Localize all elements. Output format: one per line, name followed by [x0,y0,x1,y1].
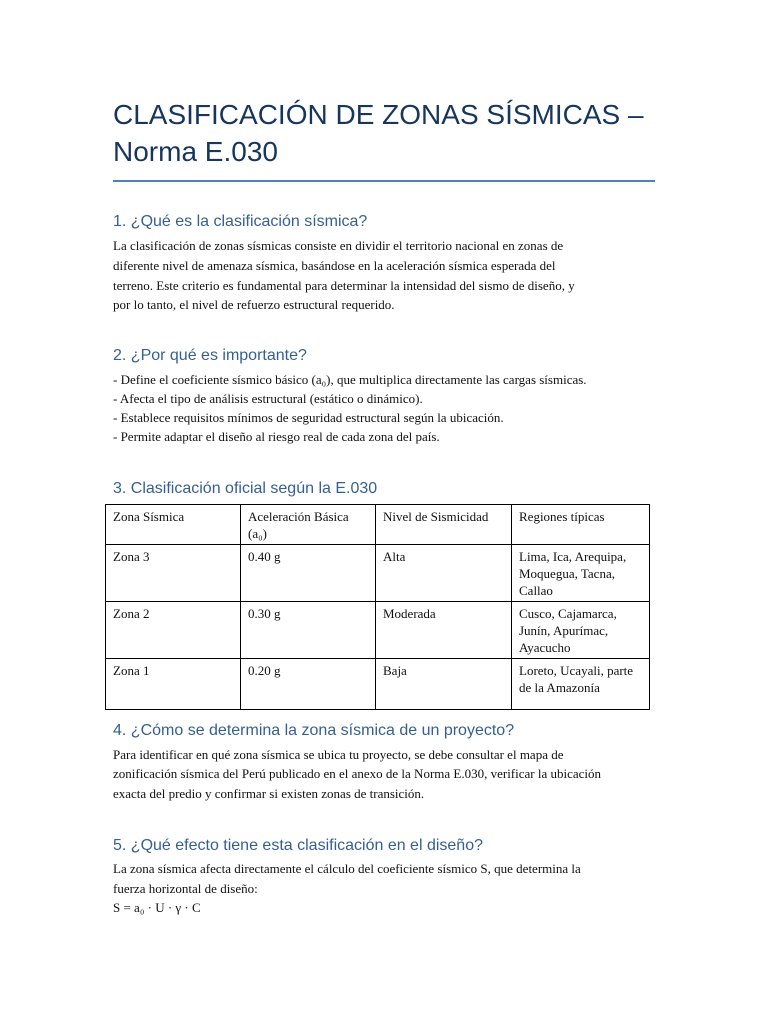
table-row [106,659,650,710]
section-1-line-2: diferente nivel de amenaza sísmica, basándose en la aceleración sísmica esperada del [113,258,556,273]
seismicity-level-cell: Alta [376,545,512,602]
seismic-coefficient-formula: S = a₀ · U · γ · C [113,900,201,915]
acceleration-cell: 0.40 g [241,545,376,602]
header-zona-sismica: Zona Sísmica [106,505,241,545]
section-2-heading: 2. ¿Por qué es importante? [113,347,307,364]
section-1-line-4: por lo tanto, el nivel de refuerzo estructural requerido. [113,297,395,312]
table-row [106,545,650,602]
regions-cell: Cusco, Cajamarca, Junín, Apurímac, Ayacucho [512,602,650,659]
bullet-riesgo: - Permite adaptar el diseño al riesgo real de cada zona del país. [113,429,440,444]
title-underline [113,180,655,182]
bullet-analisis: - Afecta el tipo de análisis estructural (estático o dinámico). [113,391,423,406]
section-5-line-2: fuerza horizontal de diseño: [113,881,258,896]
table-row [106,602,650,659]
section-5-heading: 5. ¿Qué efecto tiene esta clasificación en el diseño? [113,837,483,854]
section-4-heading: 4. ¿Cómo se determina la zona sísmica de un proyecto? [113,722,515,739]
header-regiones-tipicas: Regiones típicas [512,505,650,545]
regions-cell: Lima, Ica, Arequipa, Moquegua, Tacna, Callao [512,545,650,602]
section-4-line-2: zonificación sísmica del Perú publicado en el anexo de la Norma E.030, verificar la ubicación [113,766,602,781]
section-4-line-1: Para identificar en qué zona sísmica se ubica tu proyecto, se debe consultar el mapa de [113,747,564,762]
section-1-heading: 1. ¿Qué es la clasificación sísmica? [113,213,368,230]
seismicity-level-cell: Baja [376,659,512,710]
table-header-row [106,505,650,545]
header-nivel-sismicidad: Nivel de Sismicidad [376,505,512,545]
zone-cell: Zona 1 [106,659,241,710]
section-1-line-1: La clasificación de zonas sísmicas consiste en dividir el territorio nacional en zonas de [113,238,564,253]
zone-cell: Zona 3 [106,545,241,602]
bullet-requisitos: - Establece requisitos mínimos de seguridad estructural según la ubicación. [113,410,504,425]
section-3-heading: 3. Clasificación oficial según la E.030 [113,480,378,497]
section-4-line-3: exacta del predio y confirmar si existen zonas de transición. [113,786,425,801]
seismicity-level-cell: Moderada [376,602,512,659]
bullet-coeficiente: - Define el coeficiente sísmico básico (a₀), que multiplica directamente las cargas sísmicas. [113,372,587,387]
seismic-zone-table [105,504,650,710]
zone-cell: Zona 2 [106,602,241,659]
regions-cell: Loreto, Ucayali, parte de la Amazonía [512,659,650,710]
section-1-line-3: terreno. Este criterio es fundamental para determinar la intensidad del sismo de diseño, y [113,278,575,293]
acceleration-cell: 0.20 g [241,659,376,710]
section-5-line-1: La zona sísmica afecta directamente el cálculo del coeficiente sísmico S, que determina la [113,861,581,876]
acceleration-cell: 0.30 g [241,602,376,659]
document-title: CLASIFICACIÓN DE ZONAS SÍSMICAS – Norma E.030 [113,99,644,167]
header-aceleracion-basica: Aceleración Básica (a₀) [241,505,376,545]
